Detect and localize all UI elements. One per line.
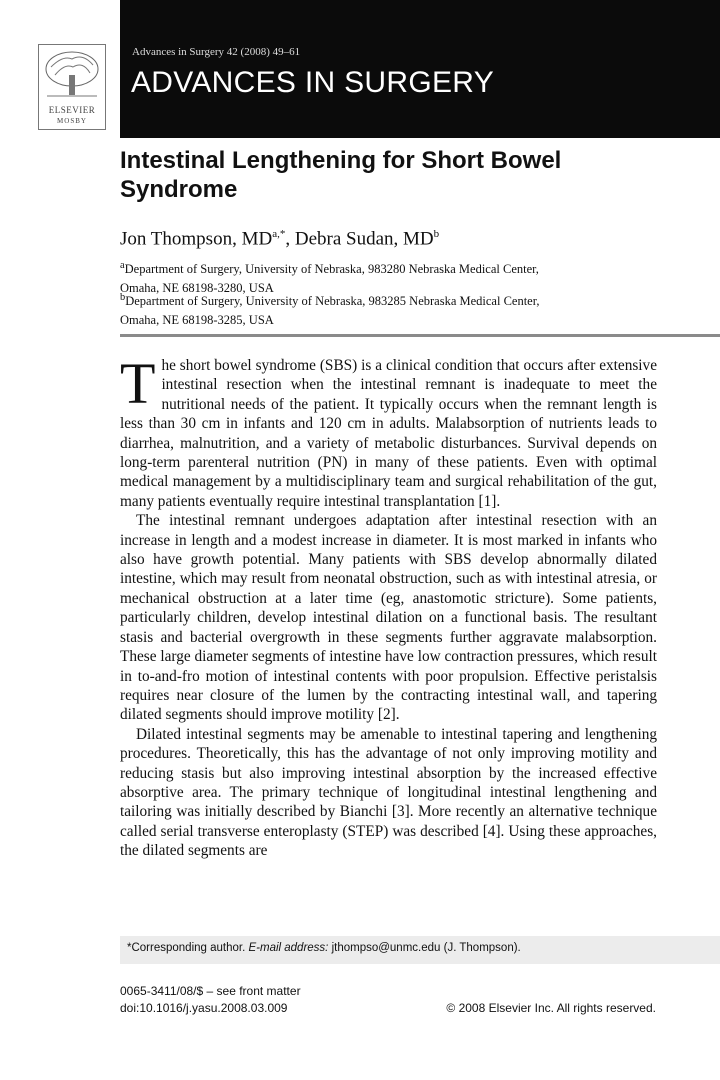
author-name: Debra Sudan, MD	[294, 228, 434, 250]
body-paragraph: The intestinal remnant undergoes adaptation after intestinal resection with an increase in length and a modest increase in diameter. It is most marked in infants who also have growth potential. Many patients with SBS develop abnormally dilated intestine, which may result from neonatal obstruction, such as with intestinal atresia, or mechanical obstruction at a later time (eg, anastomotic stricture). Some patients, particularly children, develop intestinal dilation on a functional basis. The resultant stasis and bacterial overgrowth in these segments further aggravate malabsorption. These large diameter segments of intestine have low contraction pressures, which result in to-and-fro motion of intestinal contents with poor propulsion. Effective peristalsis requires near closure of the lumen by the contracting intestinal wall, and tapering dilated segments should improve motility [2].	[120, 512, 657, 724]
affiliation-label: a	[120, 260, 125, 271]
affiliation-label: b	[120, 292, 126, 303]
footnote-suffix: (J. Thompson).	[443, 942, 521, 954]
drop-cap: T	[120, 351, 156, 416]
affiliation-b	[120, 288, 680, 330]
paragraph-text: he short bowel syndrome (SBS) is a clinical condition that occurs after extensive intestinal resection when the intestinal remnant is inadequate to meet the nutritional needs of the patient. It typically occurs when the remnant length is less than 30 cm in infants and 120 cm in adults. Malabsorption of nutrients leads to diarrhea, malnutrition, and a variety of metabolic disturbances. Survival depends on long-term parenteral nutrition (PN) in many of these patients. Even with optimal medical management by a multidisciplinary team and surgical rehabilitation of the gut, many patients eventually require intestinal transplantation [1].	[120, 357, 657, 510]
body-paragraph: Dilated intestinal segments may be amenable to intestinal tapering and lengthening procedures. Theoretically, this has the advantage of not only improving motility and reducing stasis but also improving intestinal absorption by the increased effective absorptive area. The primary technique of longitudinal intestinal lengthening and tailoring was initially described by Bianchi [3]. More recently an alternative technique called serial transverse enteroplasty (STEP) was described [4]. Using these approaches, the dilated segments are	[120, 725, 657, 860]
affiliation-line: Omaha, NE 68198-3280, USA	[120, 281, 274, 296]
article-body	[120, 351, 657, 861]
elsevier-logo	[38, 44, 106, 130]
author-name: Jon Thompson, MD	[120, 228, 273, 250]
corresponding-author-footnote	[127, 942, 521, 954]
author-affiliation-mark: a,*	[272, 228, 286, 240]
copyright-notice: © 2008 Elsevier Inc. All rights reserved.	[446, 1001, 656, 1015]
email-link[interactable]: jthompso@unmc.edu	[331, 942, 441, 954]
body-paragraph	[120, 351, 657, 511]
section-divider	[120, 334, 720, 337]
elsevier-tree-icon	[43, 49, 101, 99]
affiliation-line: Department of Surgery, University of Nebraska, 983285 Nebraska Medical Center,	[125, 294, 540, 309]
article-title: Intestinal Lengthening for Short Bowel Syndrome	[120, 147, 562, 203]
author-affiliation-mark: b	[433, 228, 440, 240]
journal-title: ADVANCES IN SURGERY	[131, 66, 495, 99]
journal-citation: Advances in Surgery 42 (2008) 49–61	[132, 46, 301, 58]
doi-link[interactable]: doi:10.1016/j.yasu.2008.03.009	[120, 1001, 288, 1015]
footnote-prefix: *Corresponding author.	[127, 942, 246, 954]
logo-text-mosby: MOSBY	[57, 117, 87, 125]
email-label: E-mail address:	[248, 942, 329, 954]
author-list: Jon Thompson, $MD^{a,*}$, Debra Sudan, $MD^b$	[120, 228, 440, 250]
journal-header	[120, 0, 720, 138]
affiliation-line: Omaha, NE 68198-3285, USA	[120, 313, 274, 328]
issn-line: 0065-3411/08/$ – see front matter	[120, 984, 301, 998]
affiliation-line: Department of Surgery, University of Nebraska, 983280 Nebraska Medical Center,	[124, 262, 539, 277]
logo-text-elsevier: ELSEVIER	[48, 105, 96, 115]
